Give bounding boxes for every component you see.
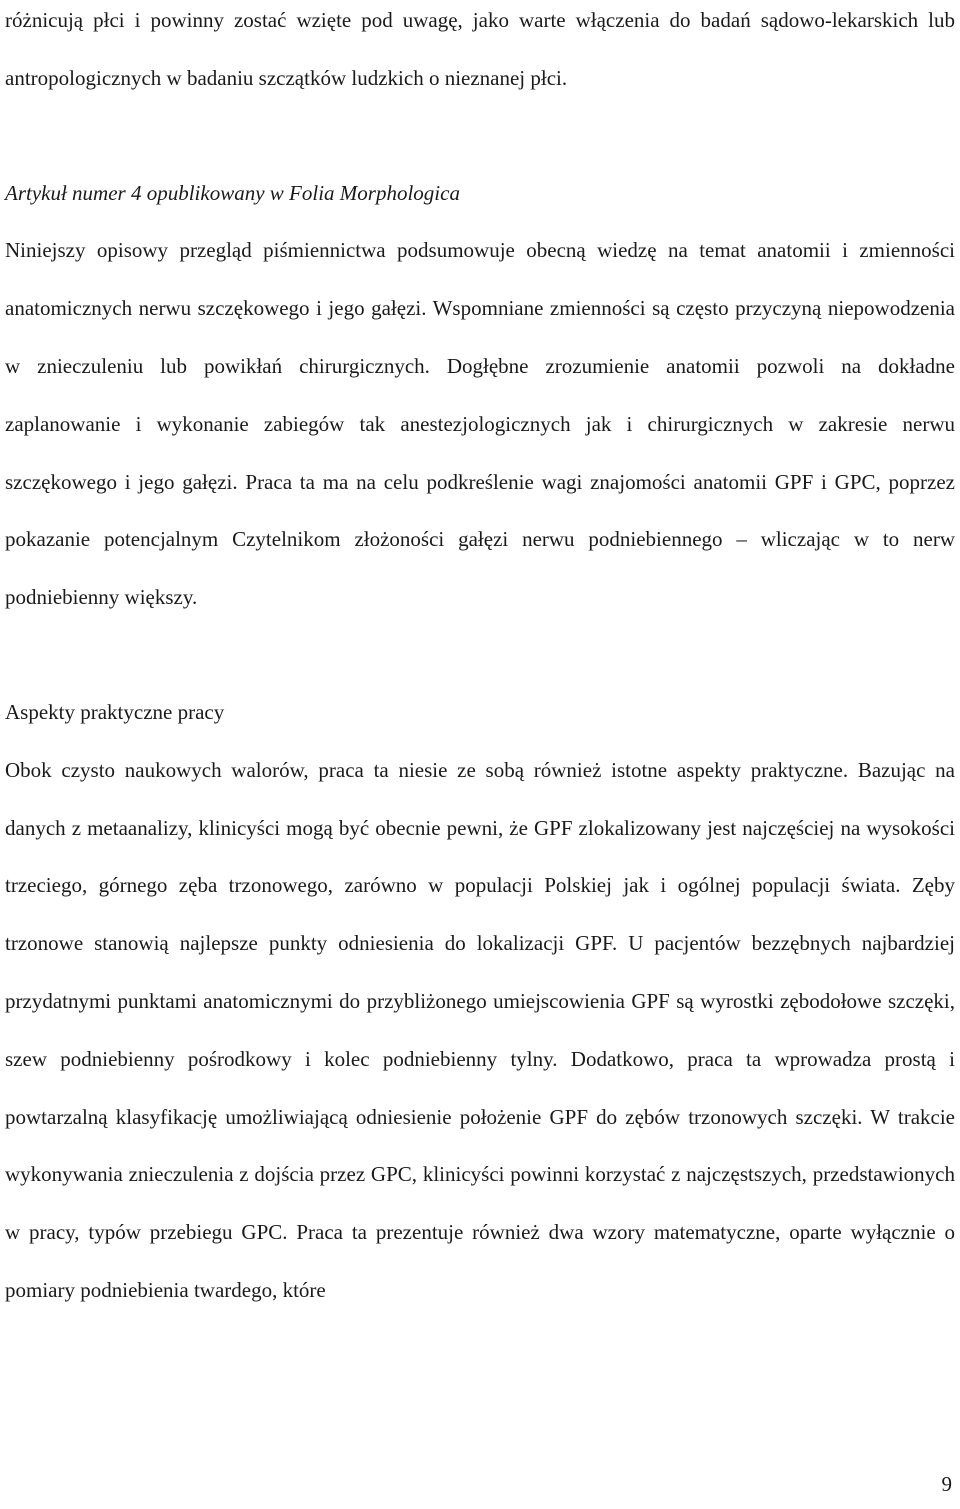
practical-paragraph: Obok czysto naukowych walorów, praca ta niesie ze sobą również istotne aspekty praktyczne. Bazując na danych z metaanalizy, klinicyści mogą być obecnie pewni, że GPF zlokalizowany jest najczęściej na wysokości trzeciego, górnego zęba trzonowego, zarówno w populacji Polskiej jak i ogólnej populacji świata. Zęby trzonowe stanowią najlepsze punkty odniesienia do lokalizacji GPF. U pacjentów bezzębnych najbardziej przydatnymi punktami anatomicznymi do przybliżonego umiejscowienia GPF są wyrostki zębodołowe szczęki, szew podniebienny pośrodkowy i kolec podniebienny tylny. Dodatkowo, praca ta wprowadza prostą i powtarzalną klasyfikację umożliwiającą odniesienie położenie GPF do zębów trzonowych szczęki. W trakcie wykonywania znieczulenia z dojścia przez GPC, klinicyści powinni korzystać z najczęstszych, przedstawionych w pracy, typów przebiegu GPC. Praca ta prezentuje również dwa wzory matematyczne, oparte wyłącznie o pomiary podniebienia twardego, które (5, 757, 955, 1302)
article-paragraph: Niniejszy opisowy przegląd piśmiennictwa podsumowuje obecną wiedzę na temat anatomii i zmienności anatomicznych nerwu szczękowego i jego gałęzi. Wspomniane zmienności są często przyczyną niepowodzenia w znieczuleniu lub powikłań chirurgicznych. Dogłębne zrozumienie anatomii pozwoli na dokładne zaplanowanie i wykonanie zabiegów tak anestezjologicznych jak i chirurgicznych w zakresie nerwu szczękowego i jego gałęzi. Praca ta ma na celu podkreślenie wagi znajomości anatomii GPF i GPC, poprzez pokazanie potencjalnym Czytelnikom złożoności gałęzi nerwu podniebiennego – wliczając w to nerw podniebienny większy. (5, 238, 955, 610)
intro-paragraph: różnicują płci i powinny zostać wzięte pod uwagę, jako warte włączenia do badań sądowo-lekarskich lub antropologicznych w badaniu szczątków ludzkich o nieznanej płci. (5, 8, 955, 90)
page-number: 9 (941, 1472, 952, 1496)
practical-heading: Aspekty praktyczne pracy (5, 699, 225, 724)
paragraph-spacer (5, 627, 955, 684)
article-heading: Artykuł numer 4 opublikowany w Folia Morphologica (5, 180, 460, 205)
document-page (5, 0, 955, 1320)
paragraph-spacer (5, 108, 955, 165)
